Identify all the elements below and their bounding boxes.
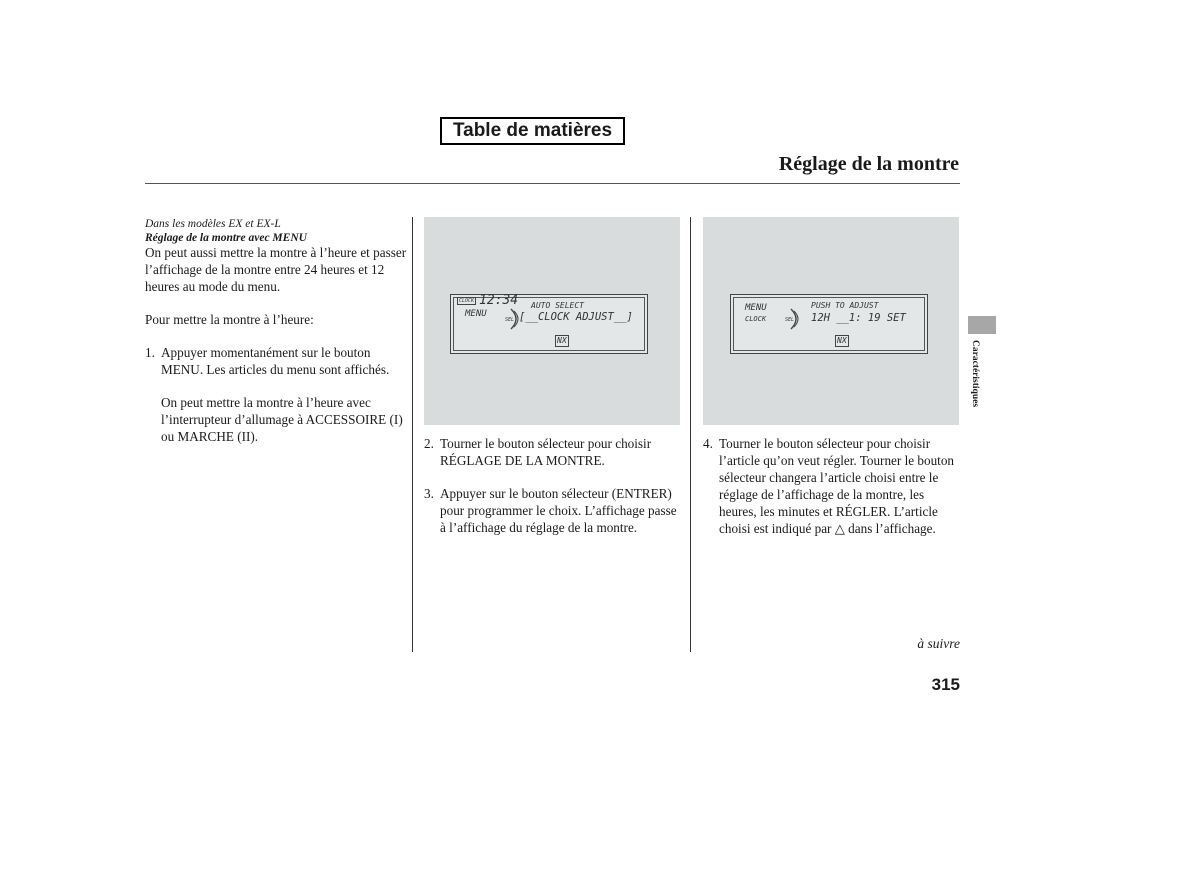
column-divider: [412, 217, 413, 652]
audio-display-figure: [703, 217, 959, 425]
step-number: 4.: [703, 436, 713, 451]
lcd-display: [450, 294, 648, 354]
time-readout: 12:34: [479, 293, 519, 308]
models-note: Dans les modèles EX et EX-L: [145, 218, 281, 230]
table-of-contents-button[interactable]: Table de matières: [440, 117, 625, 145]
step-number: 1.: [145, 345, 155, 360]
step-text: Appuyer momentanément sur le bouton MENU. Les articles du menu sont affichés.: [161, 345, 390, 377]
lcd-display: [730, 294, 928, 354]
step-3: [424, 485, 680, 536]
sidebar-label-text: Caractéristiques: [970, 340, 980, 408]
column-1: [145, 218, 407, 445]
step-4: [703, 435, 959, 537]
step-2: [424, 435, 680, 469]
sidebar-label: [968, 340, 982, 420]
continued-note: à suivre: [917, 636, 960, 651]
display-line-2: [__CLOCK ADJUST__]: [519, 311, 633, 323]
step-1-note: On peut mettre la montre à l’heure avec l’interrupteur d’allumage à ACCESSOIRE (I) ou MARCHE (II).: [161, 395, 403, 444]
clock-small-label: CLOCK: [745, 315, 767, 323]
step-text: Appuyer sur le bouton sélecteur (ENTRER) pour programmer le choix. L’affichage passe à l’affichage du réglage de la montre.: [440, 486, 677, 535]
display-line-1: PUSH TO ADJUST: [811, 301, 879, 310]
menu-label: MENU: [465, 309, 487, 319]
step-text: Tourner le bouton sélecteur pour choisir l’article qu’on veut régler. Tourner le bouton sélecteur changera l’article choisi entre le réglage de l’affichage de la montre, les heures, les minutes et RÉGLER. L’article choisi est indiqué par △ dans l’affichage.: [719, 436, 955, 536]
step-number: 2.: [424, 436, 434, 451]
header-rule: [145, 183, 960, 184]
step-number: 3.: [424, 486, 434, 501]
step-1: [145, 344, 407, 378]
display-line-2: 12H __1: 19 SET: [811, 312, 906, 324]
nx-badge: NX: [557, 336, 567, 345]
section-tab: [968, 316, 996, 334]
menu-label: MENU: [745, 303, 767, 313]
clock-small-label: CLOCK: [459, 298, 475, 304]
sel-label: SEL: [505, 317, 515, 323]
paragraph-intro: On peut aussi mettre la montre à l’heure et passer l’affichage de la montre entre 24 heures et 12 heures au mode du menu.: [145, 245, 407, 294]
step-text: Tourner le bouton sélecteur pour choisir RÉGLAGE DE LA MONTRE.: [440, 436, 652, 468]
nx-badge: NX: [837, 336, 847, 345]
paragraph-howto: Pour mettre la montre à l’heure:: [145, 312, 314, 327]
display-line-1: AUTO SELECT: [531, 301, 584, 310]
selector-knob-icon: [789, 307, 803, 331]
column-3-text: [703, 435, 959, 537]
page-number: 315: [931, 675, 960, 694]
section-title: Réglage de la montre: [778, 153, 959, 175]
audio-display-figure: [424, 217, 680, 425]
sel-label: SEL: [785, 317, 795, 323]
column-2-text: [424, 435, 680, 536]
column-divider: [690, 217, 691, 652]
subheading: Réglage de la montre avec MENU: [145, 232, 307, 244]
